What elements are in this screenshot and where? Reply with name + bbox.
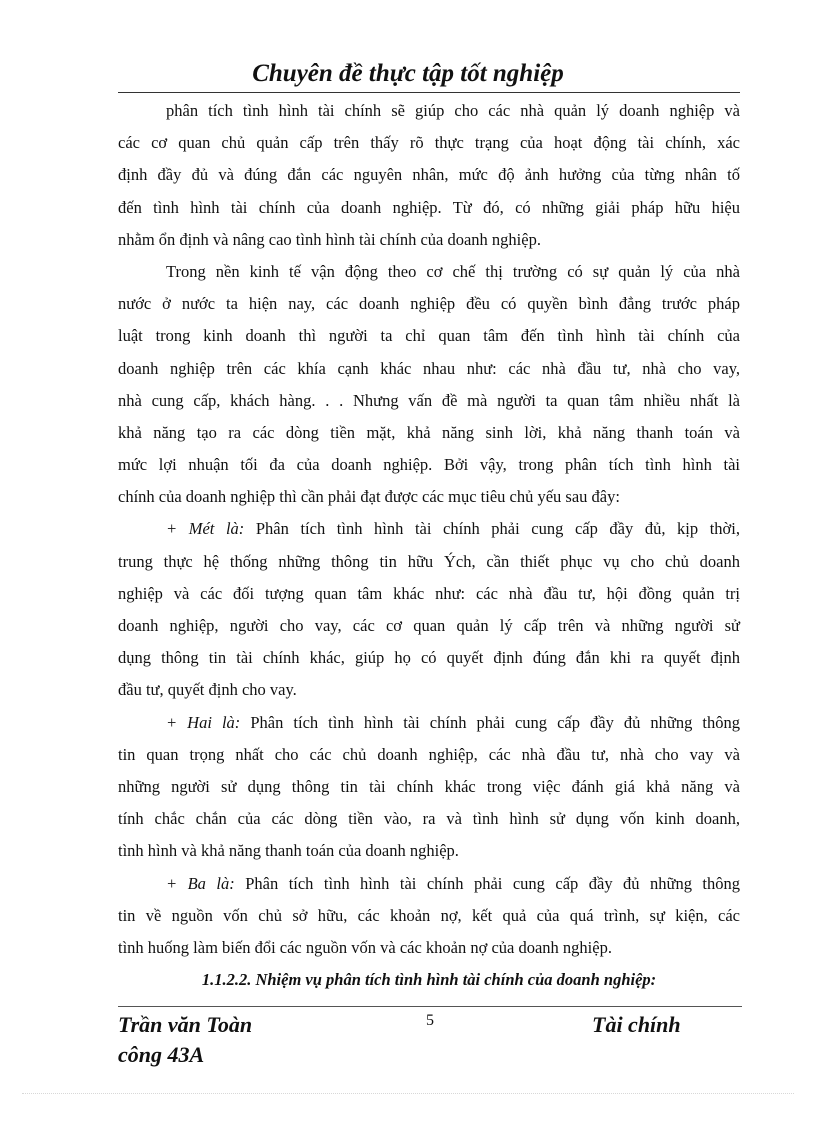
text-line: tình hình và khả năng thanh toán của doanh nghiệp. (118, 841, 459, 861)
text-line (118, 707, 740, 739)
list-label: + Ba là: (166, 873, 235, 893)
text-span: Phân tích tình hình tài chính phải cung cấp đầy đủ những thông (234, 873, 741, 893)
page-bottom-border (22, 1093, 794, 1094)
text-line: nhằm ổn định và nâng cao tình hình tài chính của doanh nghiệp. (118, 229, 541, 249)
text-line: khả năng tạo ra các dòng tiền mặt, khả năng sinh lời, khả năng thanh toán và (118, 422, 740, 442)
text-line: định đầy đủ và đúng đắn các nguyên nhân, mức độ ảnh hưởng của từng nhân tố (118, 165, 740, 185)
text-line: Trong nền kinh tế vận động theo cơ chế thị trường có sự quản lý của nhà (166, 261, 740, 281)
footer-department: Tài chính (592, 1012, 681, 1037)
text-line: nhà cung cấp, khách hàng. . . Nhưng vấn đề mà người ta quan tâm nhiều nhất là (118, 390, 740, 410)
text-line: đầu tư, quyết định cho vay. (118, 680, 297, 700)
footer-divider (118, 1006, 742, 1007)
text-line: nước ở nước ta hiện nay, các doanh nghiệp đều có quyền bình đẳng trước pháp (118, 294, 740, 314)
document-body (118, 95, 740, 996)
text-line: trung thực hệ thống những thông tin hữu Ých, cần thiết phục vụ cho chủ doanh (118, 551, 740, 571)
section-subheading: 1.1.2.2. Nhiệm vụ phân tích tình hình tài chính của doanh nghiệp: (201, 970, 657, 990)
text-line: doanh nghiệp trên các khía cạnh khác nhau như: các nhà đầu tư, nhà cho vay, (118, 358, 740, 378)
header-divider (118, 92, 740, 93)
text-line: những người sử dụng thông tin tài chính khác trong việc đánh giá khả năng và (118, 776, 740, 796)
list-label: + Hai là: (166, 712, 241, 732)
text-line: dụng thông tin tài chính khác, giúp họ có quyết định đúng đắn khi ra quyết định (118, 648, 740, 668)
footer-author (118, 1010, 252, 1070)
text-line: tình huống làm biến đổi các nguồn vốn và các khoản nợ của doanh nghiệp. (118, 937, 612, 957)
text-line: doanh nghiệp, người cho vay, các cơ quan quản lý cấp trên và những người sử (118, 616, 740, 635)
text-line (118, 868, 740, 900)
footer-author-line2: công 43A (118, 1042, 205, 1067)
text-line: tin quan trọng nhất cho các chủ doanh nghiệp, các nhà đầu tư, nhà cho vay và (118, 744, 740, 764)
page-header-title: Chuyên đề thực tập tốt nghiệp (252, 60, 564, 87)
text-line: phân tích tình hình tài chính sẽ giúp cho các nhà quản lý doanh nghiệp và (166, 101, 740, 120)
text-span: Phân tích tình hình tài chính phải cung cấp đầy đủ những thông (240, 712, 741, 732)
text-line: chính của doanh nghiệp thì cần phải đạt được các mục tiêu chủ yếu sau đây: (118, 487, 620, 507)
footer-author-line1: Trần văn Toàn (118, 1012, 253, 1037)
text-line: tin về nguồn vốn chủ sở hữu, các khoản nợ, kết quả của quá trình, sự kiện, các (118, 905, 740, 925)
text-line: nghiệp và các đối tượng quan tâm khác như: các nhà đầu tư, hội đồng quản trị (118, 583, 740, 603)
page-number: 5 (426, 1012, 434, 1029)
text-line: đến tình hình tài chính của doanh nghiệp. Từ đó, có những giải pháp hữu hiệu (118, 197, 740, 217)
text-line (118, 513, 740, 545)
text-span: Phân tích tình hình tài chính phải cung cấp đầy đủ, kịp thời, (244, 519, 740, 539)
list-label: + Mét là: (166, 519, 245, 539)
text-line: tính chắc chắn của các dòng tiền vào, ra và tình hình sử dụng vốn kinh doanh, (118, 809, 740, 829)
text-line: luật trong kinh doanh thì người ta chỉ quan tâm đến tình hình tài chính của (118, 326, 740, 346)
text-line: các cơ quan chủ quản cấp trên thấy rõ thực trạng của hoạt động tài chính, xác (118, 133, 740, 153)
text-line: mức lợi nhuận tối đa của doanh nghiệp. Bởi vậy, trong phân tích tình hình tài (118, 455, 740, 475)
